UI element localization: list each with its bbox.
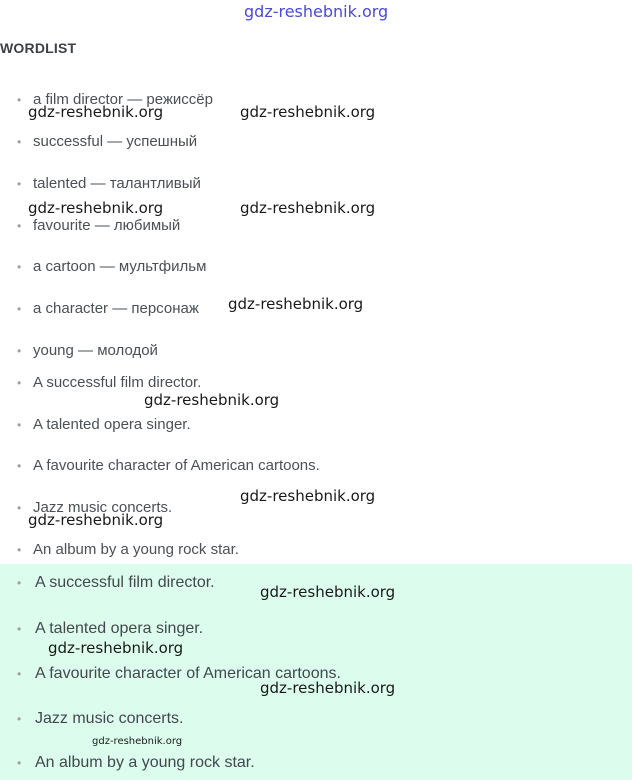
bullet-icon: •	[17, 667, 22, 681]
bullet-icon: •	[17, 418, 22, 432]
watermark: gdz-reshebnik.org	[260, 679, 396, 697]
list-item-text: A successful film director.	[35, 574, 215, 591]
list-item-text: A talented opera singer.	[33, 416, 191, 433]
watermark: gdz-reshebnik.org	[48, 639, 184, 657]
list-item-text: a cartoon — мультфильм	[33, 258, 207, 275]
list-item-text: A talented opera singer.	[35, 620, 204, 637]
bullet-icon: •	[17, 459, 22, 473]
bullet-icon: •	[17, 219, 22, 233]
bullet-icon: •	[17, 260, 22, 274]
list-item-text: An album by a young rock star.	[35, 754, 255, 771]
watermark: gdz-reshebnik.org	[240, 487, 376, 505]
bullet-icon: •	[17, 501, 22, 515]
wordlist-heading: WORDLIST	[0, 40, 77, 56]
list-item-text: Jazz music concerts.	[33, 499, 173, 516]
watermark: gdz-reshebnik.org	[28, 103, 164, 121]
bullet-icon: •	[17, 576, 22, 590]
watermark: gdz-reshebnik.org	[28, 199, 164, 217]
watermark: gdz-reshebnik.org	[144, 391, 280, 409]
bullet-icon: •	[17, 756, 22, 770]
bullet-icon: •	[17, 344, 22, 358]
list-item-text: talented — талантливый	[33, 175, 201, 192]
watermark: gdz-reshebnik.org	[28, 511, 164, 529]
bullet-icon: •	[17, 177, 22, 191]
list-item-text: young — молодой	[33, 342, 158, 359]
watermark: gdz-reshebnik.org	[228, 295, 364, 313]
watermark-top: gdz-reshebnik.org	[244, 2, 389, 21]
bullet-icon: •	[17, 93, 22, 107]
bullet-icon: •	[17, 622, 22, 636]
list-item-text: favourite — любимый	[33, 217, 181, 234]
bullet-icon: •	[17, 543, 22, 557]
list-item-text: An album by a young rock star.	[33, 541, 239, 558]
watermark: gdz-reshebnik.org	[240, 199, 376, 217]
list-item-text: successful — успешный	[33, 133, 198, 150]
list-item-text: A favourite character of American cartoons.	[35, 665, 341, 682]
bullet-icon: •	[17, 135, 22, 149]
watermark: gdz-reshebnik.org	[92, 736, 183, 747]
watermark: gdz-reshebnik.org	[240, 103, 376, 121]
bullet-icon: •	[17, 712, 22, 726]
bullet-icon: •	[17, 302, 22, 316]
list-item-text: a character — персонаж	[33, 300, 199, 317]
watermark: gdz-reshebnik.org	[260, 583, 396, 601]
list-item-text: A successful film director.	[33, 374, 202, 391]
list-item-text: A favourite character of American cartoons.	[33, 457, 320, 474]
bullet-icon: •	[17, 376, 22, 390]
list-item-text: Jazz music concerts.	[35, 710, 184, 727]
list-item-text: a film director — режиссёр	[33, 91, 213, 108]
